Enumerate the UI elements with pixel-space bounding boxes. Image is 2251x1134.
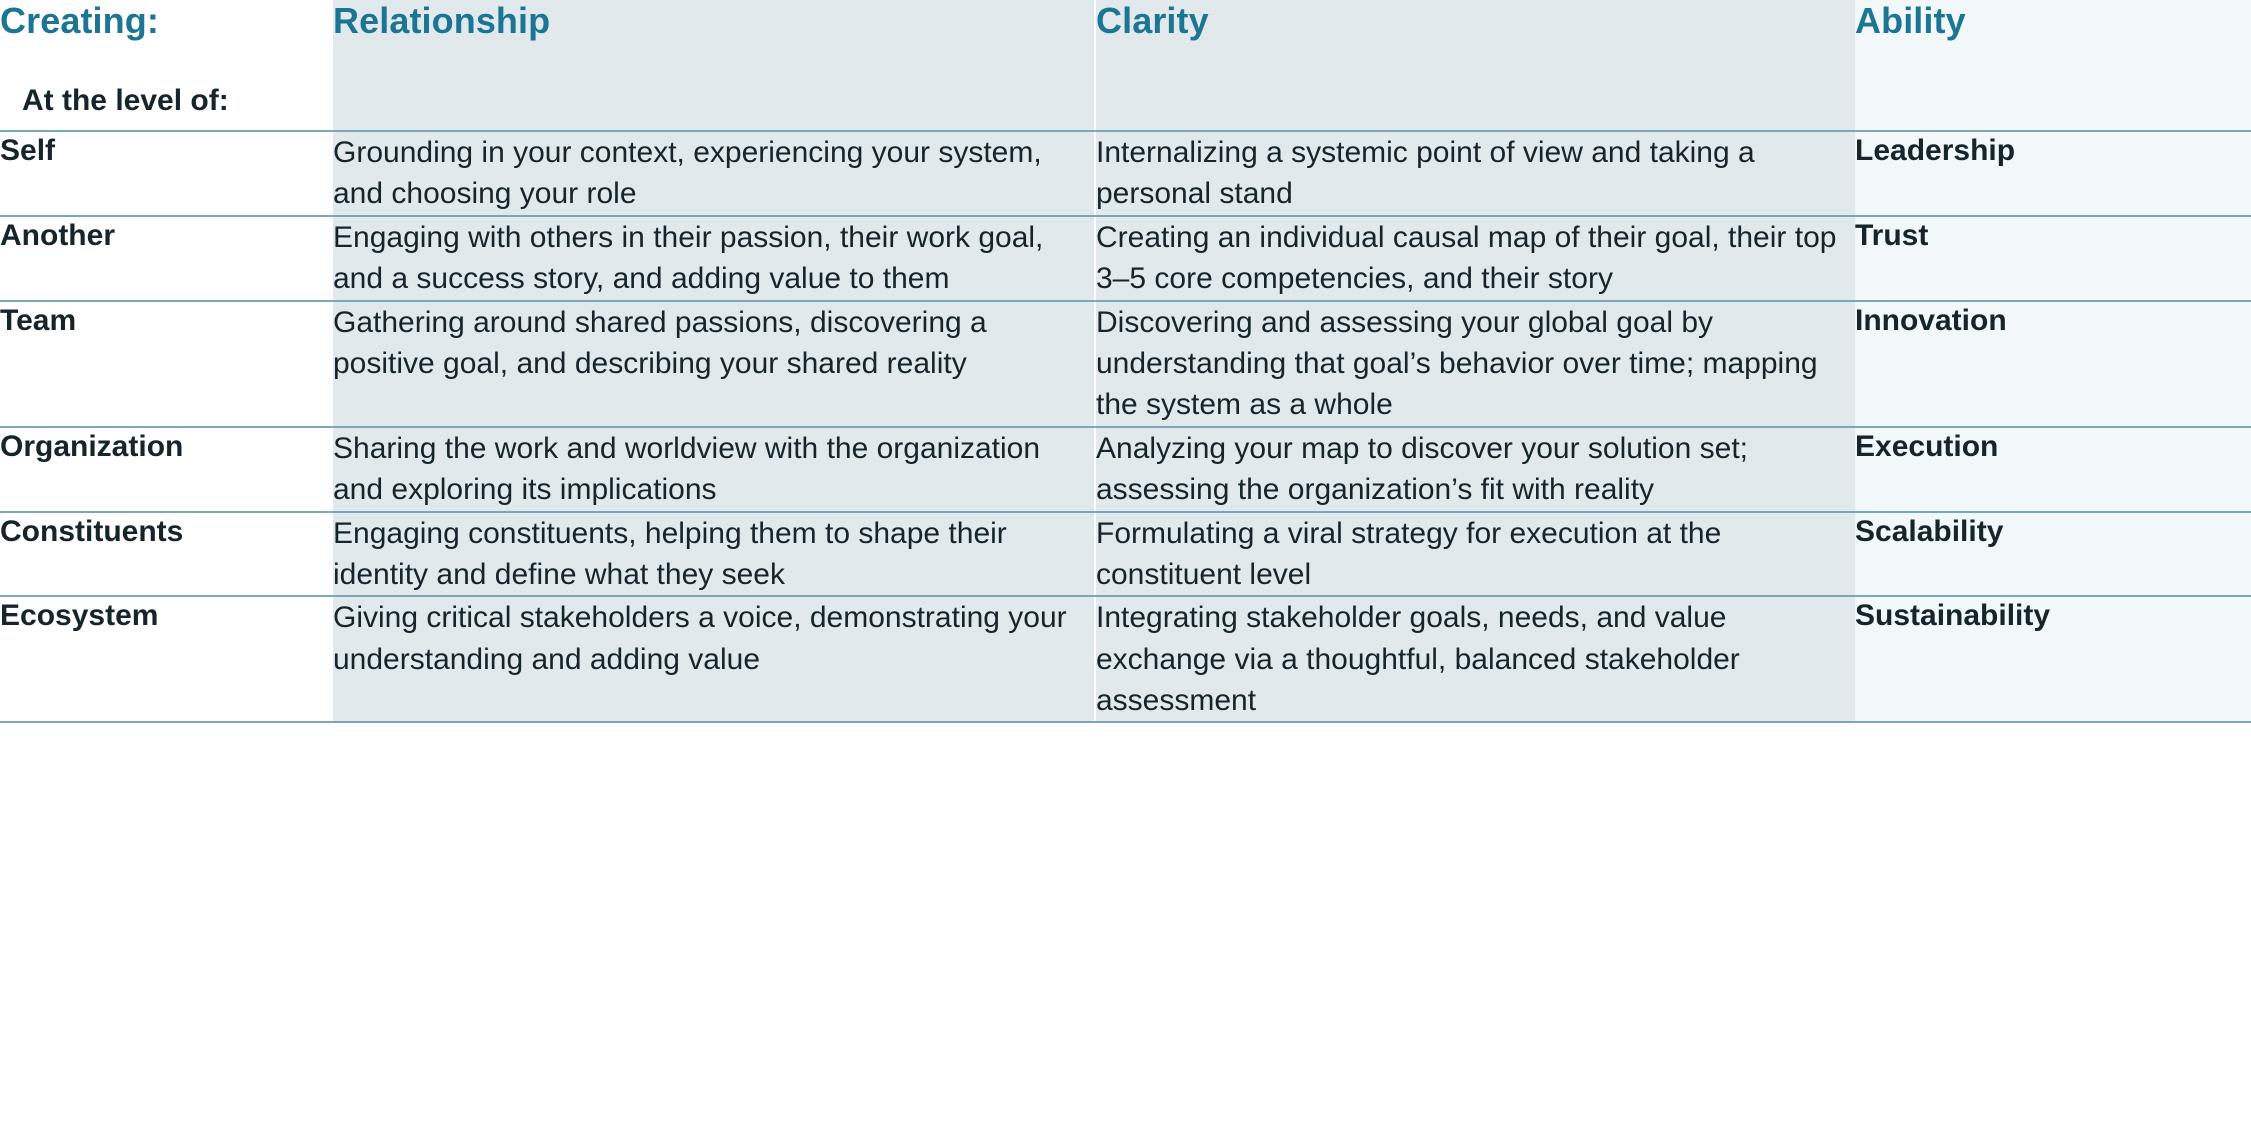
table-row <box>0 512 2251 597</box>
row-clarity-text: Analyzing your map to discover your solution set; assessing the organization’s fit with reality <box>1095 427 1855 512</box>
row-clarity-text: Formulating a viral strategy for execution at the constituent level <box>1095 512 1855 597</box>
row-level-label: Team <box>0 301 333 427</box>
row-relationship-text: Gathering around shared passions, discovering a positive goal, and describing your shared reality <box>333 301 1095 427</box>
row-relationship-text: Grounding in your context, experiencing your system, and choosing your role <box>333 131 1095 216</box>
row-level-label: Ecosystem <box>0 596 333 722</box>
column-header-creating <box>0 0 333 62</box>
row-clarity-text: Internalizing a systemic point of view and taking a personal stand <box>1095 131 1855 216</box>
row-level-label: Constituents <box>0 512 333 597</box>
row-ability-text: Innovation <box>1855 301 2251 427</box>
column-header-ability: Ability <box>1855 0 2251 62</box>
subheader-spacer-relationship <box>333 62 1095 131</box>
subheader-spacer-clarity <box>1095 62 1855 131</box>
row-relationship-text: Giving critical stakeholders a voice, demonstrating your understanding and adding value <box>333 596 1095 722</box>
table-subheader-row <box>0 62 2251 131</box>
table-row <box>0 427 2251 512</box>
column-header-relationship: Relationship <box>333 0 1095 62</box>
row-clarity-text: Discovering and assessing your global goal by understanding that goal’s behavior over time; mapping the system as a whole <box>1095 301 1855 427</box>
column-header-clarity: Clarity <box>1095 0 1855 62</box>
row-ability-text: Sustainability <box>1855 596 2251 722</box>
table-row <box>0 596 2251 722</box>
table-row <box>0 301 2251 427</box>
table-header-row <box>0 0 2251 62</box>
row-level-label: Another <box>0 216 333 301</box>
row-clarity-text: Integrating stakeholder goals, needs, and value exchange via a thoughtful, balanced stakeholder assessment <box>1095 596 1855 722</box>
row-ability-text: Execution <box>1855 427 2251 512</box>
at-the-level-of-label: At the level of: <box>0 62 333 131</box>
table-body <box>0 131 2251 722</box>
row-ability-text: Leadership <box>1855 131 2251 216</box>
row-ability-text: Scalability <box>1855 512 2251 597</box>
row-level-label: Organization <box>0 427 333 512</box>
row-relationship-text: Sharing the work and worldview with the organization and exploring its implications <box>333 427 1095 512</box>
subheader-spacer-ability <box>1855 62 2251 131</box>
row-ability-text: Trust <box>1855 216 2251 301</box>
table-row <box>0 216 2251 301</box>
row-level-label: Self <box>0 131 333 216</box>
row-clarity-text: Creating an individual causal map of their goal, their top 3–5 core competencies, and their story <box>1095 216 1855 301</box>
row-relationship-text: Engaging with others in their passion, their work goal, and a success story, and adding value to them <box>333 216 1095 301</box>
row-relationship-text: Engaging constituents, helping them to shape their identity and define what they seek <box>333 512 1095 597</box>
table-row <box>0 131 2251 216</box>
creating-label: Creating: <box>0 0 159 41</box>
